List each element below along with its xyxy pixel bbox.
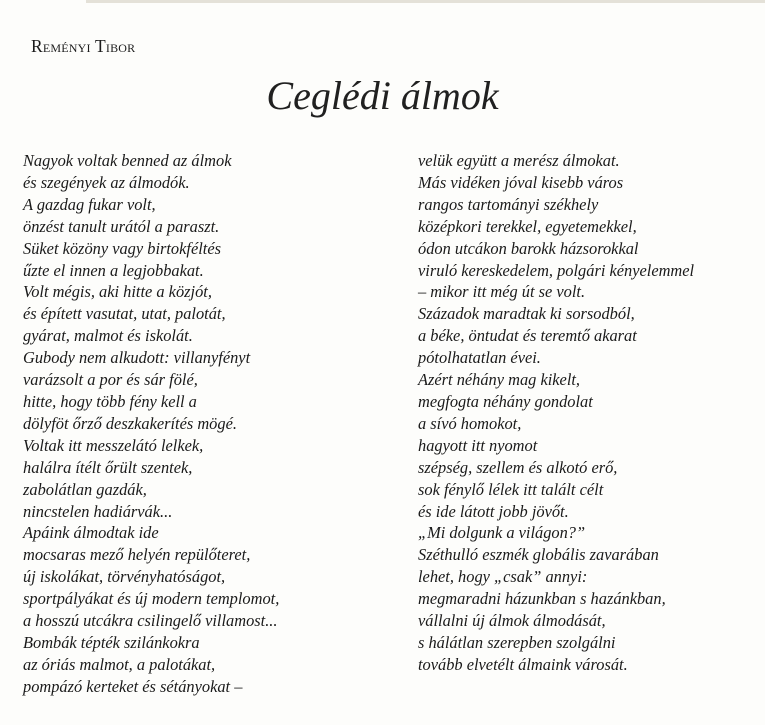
poem-line: a hosszú utcákra csilingelő villamost...: [23, 611, 278, 631]
poem-line: megfogta néhány gondolat: [418, 391, 593, 411]
poem-line: a sívó homokot,: [418, 413, 522, 433]
poem-line: tovább elvetélt álmaink városát.: [418, 654, 628, 674]
poem-line: – mikor itt még út se volt.: [418, 282, 586, 302]
poem-line: Gubody nem alkudott: villanyfényt: [23, 348, 251, 368]
poem-line: szépség, szellem és alkotó erő,: [418, 457, 618, 477]
poem-left-column: [23, 150, 279, 698]
poem-line: űzte el innen a legjobbakat.: [23, 260, 204, 280]
poem-line: önzést tanult urától a paraszt.: [23, 216, 220, 236]
poem-line: „Mi dolgunk a világon?”: [418, 523, 586, 543]
top-rule: [86, 0, 765, 3]
poem-line: varázsolt a por és sár fölé,: [23, 370, 198, 390]
poem-line: vállalni új álmok álmodását,: [418, 611, 606, 631]
poem-line: Széthulló eszmék globális zavarában: [418, 545, 659, 565]
poem-line: Süket közöny vagy birtokféltés: [23, 238, 221, 258]
poem-line: Volt mégis, aki hitte a közjót,: [23, 282, 212, 302]
poem-line: zabolátlan gazdák,: [23, 479, 147, 499]
poem-line: új iskolákat, törvényhatóságot,: [23, 567, 226, 587]
poem-line: lehet, hogy „csak” annyi:: [418, 567, 588, 587]
poem-line: középkori terekkel, egyetemekkel,: [418, 216, 637, 236]
poem-line: megmaradni házunkban s hazánkban,: [418, 589, 666, 609]
poem-line: hagyott itt nyomot: [418, 435, 538, 455]
poem-line: pótolhatatlan évei.: [418, 348, 541, 368]
poem-line: Azért néhány mag kikelt,: [418, 370, 581, 390]
poem-line: Más vidéken jóval kisebb város: [418, 172, 624, 192]
poem-line: mocsaras mező helyén repülőteret,: [23, 545, 251, 565]
poem-line: halálra ítélt őrült szentek,: [23, 457, 193, 477]
poem-line: nincstelen hadiárvák...: [23, 501, 173, 521]
poem-line: Bombák tépték szilánkokra: [23, 632, 200, 652]
poem-line: s hálátlan szerepben szolgálni: [418, 632, 616, 652]
poem-line: Voltak itt messzelátó lelkek,: [23, 435, 204, 455]
poem-line: velük együtt a merész álmokat.: [418, 151, 620, 170]
poem-line: a béke, öntudat és teremtő akarat: [418, 326, 637, 346]
poem-line: dölyföt őrző deszkakerítés mögé.: [23, 413, 237, 433]
poem-line: és épített vasutat, utat, palotát,: [23, 304, 226, 324]
poem-line: az óriás malmot, a palotákat,: [23, 654, 216, 674]
poem-line: A gazdag fukar volt,: [23, 194, 156, 214]
poem-line: gyárat, malmot és iskolát.: [23, 326, 193, 346]
poem-line: Apáink álmodtak ide: [23, 523, 159, 543]
poem-line: Századok maradtak ki sorsodból,: [418, 304, 635, 324]
poem-line: ódon utcákon barokk házsorokkal: [418, 238, 639, 258]
poem-line: rangos tartományi székhely: [418, 194, 599, 214]
poem-title: Ceglédi álmok: [266, 73, 499, 118]
poem-line: sportpályákat és új modern templomot,: [23, 589, 280, 609]
poem-line: és szegények az álmodók.: [23, 172, 190, 192]
poem-line: sok fénylő lélek itt talált célt: [418, 479, 604, 499]
poem-right-column: [418, 150, 694, 676]
author-name: Reményi Tibor: [31, 36, 136, 56]
poem-line: viruló kereskedelem, polgári kényelemmel: [418, 260, 695, 280]
poem-line: hitte, hogy több fény kell a: [23, 391, 197, 411]
poem-line: pompázó kerteket és sétányokat –: [23, 676, 243, 696]
poem-line: és ide látott jobb jövőt.: [418, 501, 569, 521]
poem-line: Nagyok voltak benned az álmok: [23, 151, 232, 170]
